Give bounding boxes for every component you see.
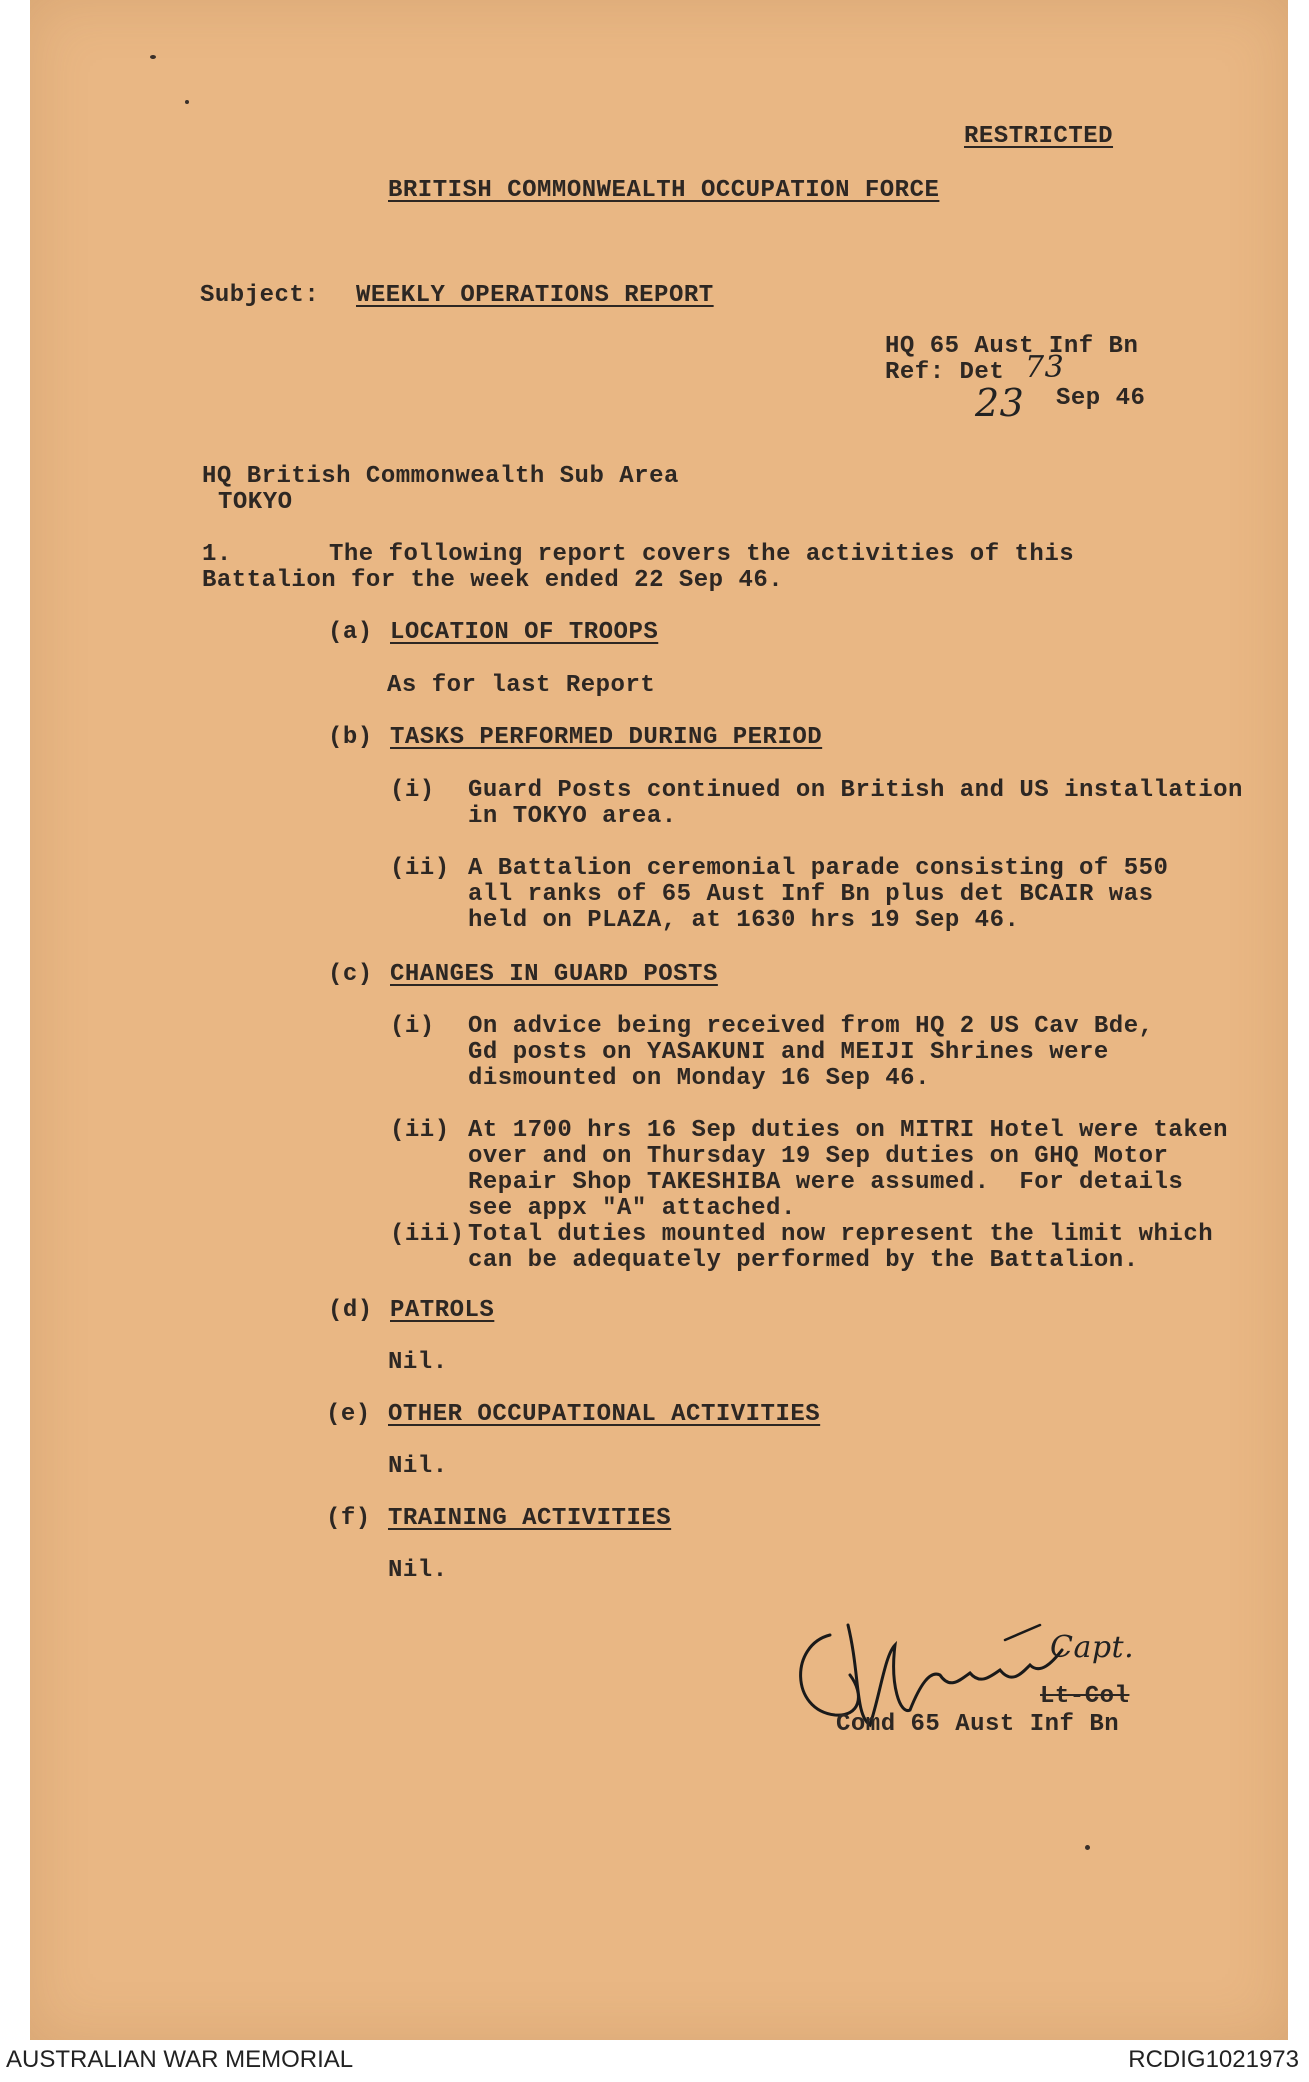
section-e-body: Nil. [388, 1453, 448, 1480]
section-b-i-line: in TOKYO area. [468, 803, 677, 830]
section-f-label: (f) [326, 1505, 371, 1532]
para1-line2: Battalion for the week ended 22 Sep 46. [202, 567, 784, 594]
addressee-line2: TOKYO [218, 489, 293, 516]
section-c-iii-line: Total duties mounted now represent the limit which [468, 1221, 1214, 1248]
section-d-label: (d) [328, 1297, 373, 1324]
section-c-ii-line: At 1700 hrs 16 Sep duties on MITRI Hotel were taken [468, 1117, 1229, 1144]
addressee-line1: HQ British Commonwealth Sub Area [202, 463, 679, 490]
section-c-iii-num: (iii) [390, 1221, 465, 1248]
sender-ref-label: Ref: Det [885, 359, 1005, 386]
section-b-ii-num: (ii) [390, 855, 450, 882]
section-c-i-num: (i) [390, 1013, 435, 1040]
section-c-i-line: Gd posts on YASAKUNI and MEIJI Shrines were [468, 1039, 1109, 1066]
para1-number: 1. [202, 541, 232, 568]
ink-speck [185, 100, 189, 104]
sender-date-day: 23 [975, 381, 1025, 425]
sender-unit: HQ 65 Aust Inf Bn [885, 333, 1139, 360]
section-e-heading: OTHER OCCUPATIONAL ACTIVITIES [388, 1401, 821, 1428]
section-d-body: Nil. [388, 1349, 448, 1376]
section-a-label: (a) [328, 619, 373, 646]
section-b-ii-line: held on PLAZA, at 1630 hrs 19 Sep 46. [468, 907, 1020, 934]
document-page [30, 0, 1288, 2040]
section-c-label: (c) [328, 961, 373, 988]
section-f-body: Nil. [388, 1557, 448, 1584]
classification-stamp: RESTRICTED [964, 123, 1114, 150]
section-a-body: As for last Report [387, 672, 656, 699]
ink-speck [150, 55, 156, 59]
section-c-ii-line: over and on Thursday 19 Sep duties on GHQ Motor [468, 1143, 1169, 1170]
signature-rank-handwritten: Capt. [1050, 1630, 1135, 1665]
section-e-label: (e) [326, 1401, 371, 1428]
section-f-heading: TRAINING ACTIVITIES [388, 1505, 672, 1532]
section-c-i-line: dismounted on Monday 16 Sep 46. [468, 1065, 930, 1092]
section-d-heading: PATROLS [390, 1297, 495, 1324]
subject-title: WEEKLY OPERATIONS REPORT [356, 282, 714, 309]
section-b-i-num: (i) [390, 777, 435, 804]
section-c-i-line: On advice being received from HQ 2 US Cav Bde, [468, 1013, 1154, 1040]
section-b-heading: TASKS PERFORMED DURING PERIOD [390, 724, 823, 751]
section-b-label: (b) [328, 724, 373, 751]
section-a-heading: LOCATION OF TROOPS [390, 619, 659, 646]
organisation-title: BRITISH COMMONWEALTH OCCUPATION FORCE [388, 177, 940, 204]
signature-rank-typed: Lt-Col [1040, 1683, 1130, 1710]
signature-title: Comd 65 Aust Inf Bn [836, 1711, 1120, 1738]
section-c-ii-line: see appx "A" attached. [468, 1195, 796, 1222]
section-c-ii-line: Repair Shop TAKESHIBA were assumed. For details [468, 1169, 1184, 1196]
section-c-iii-line: can be adequately performed by the Battalion. [468, 1247, 1139, 1274]
para1-line1: The following report covers the activities of this [329, 541, 1075, 568]
sender-ref-number: 73 [1025, 350, 1065, 385]
subject-label: Subject: [200, 282, 320, 309]
section-b-ii-line: all ranks of 65 Aust Inf Bn plus det BCAIR was [468, 881, 1154, 908]
archive-footer-left: AUSTRALIAN WAR MEMORIAL [6, 2046, 354, 2073]
ink-speck [1085, 1845, 1090, 1850]
section-c-heading: CHANGES IN GUARD POSTS [390, 961, 718, 988]
section-c-ii-num: (ii) [390, 1117, 450, 1144]
sender-date: Sep 46 [1056, 385, 1146, 412]
section-b-ii-line: A Battalion ceremonial parade consisting of 550 [468, 855, 1169, 882]
section-b-i-line: Guard Posts continued on British and US installation [468, 777, 1243, 804]
archive-footer-right: RCDIG1021973 [1128, 2046, 1299, 2073]
